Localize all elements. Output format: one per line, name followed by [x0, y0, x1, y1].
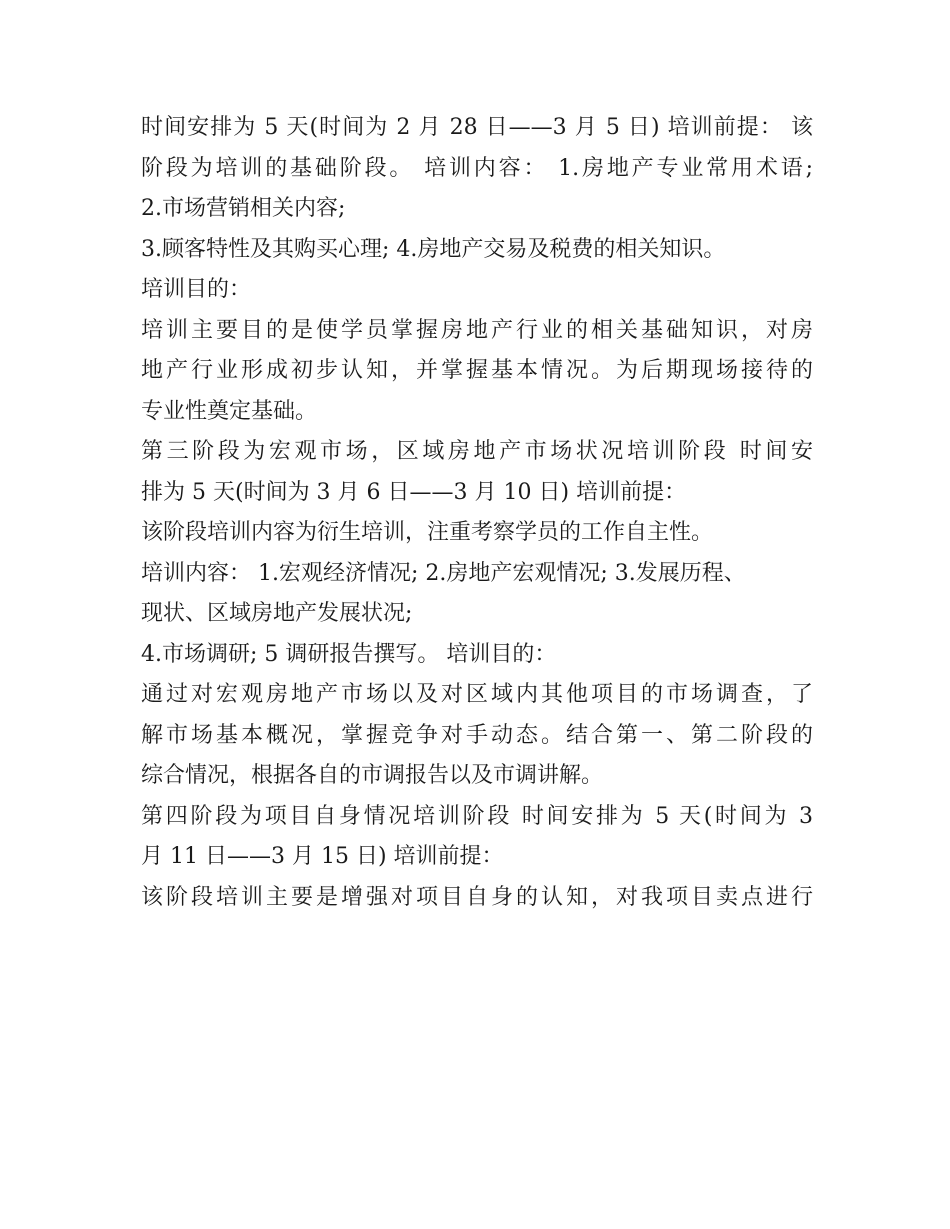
- text-line: 培训内容： 1.宏观经济情况; 2.房地产宏观情况; 3.发展历程、: [141, 560, 746, 586]
- document-body: [141, 108, 813, 918]
- text-line: 2.市场营销相关内容;: [141, 196, 346, 221]
- text-line: 综合情况，根据各自的市调报告以及市调讲解。: [141, 763, 604, 788]
- text-line: 该阶段培训主要是增强对项目自身的认知，对我项目卖点进行: [141, 884, 813, 910]
- text-line: 该阶段培训内容为衍生培训，注重考察学员的工作自主性。: [141, 520, 714, 545]
- text-line: 通过对宏观房地产市场以及对区域内其他项目的市场调查，了: [141, 682, 813, 707]
- text-line: 培训目的：: [141, 277, 252, 302]
- text-line: 地产行业形成初步认知，并掌握基本情况。为后期现场接待的: [141, 358, 813, 383]
- text-line: 第四阶段为项目自身情况培训阶段 时间安排为 5 天(时间为 3: [141, 803, 813, 829]
- text-line: 时间安排为 5 天(时间为 2 月 28 日——3 月 5 日) 培训前提： 该: [141, 115, 813, 140]
- text-line: 3.顾客特性及其购买心理; 4.房地产交易及税费的相关知识。: [141, 236, 726, 262]
- text-line: 专业性奠定基础。: [141, 398, 318, 424]
- text-line: 培训主要目的是使学员掌握房地产行业的相关基础知识，对房: [141, 317, 813, 343]
- text-line: 月 11 日——3 月 15 日) 培训前提：: [141, 844, 504, 869]
- text-line: 解市场基本概况，掌握竞争对手动态。结合第一、第二阶段的: [141, 722, 813, 748]
- text-line: 排为 5 天(时间为 3 月 6 日——3 月 10 日) 培训前提：: [141, 479, 687, 505]
- text-line: 第三阶段为宏观市场，区域房地产市场状况培训阶段 时间安: [141, 439, 813, 464]
- text-line: 现状、区域房地产发展状况;: [141, 601, 413, 626]
- text-line: 阶段为培训的基础阶段。 培训内容： 1.房地产专业常用术语;: [141, 155, 813, 181]
- text-line: 4.市场调研; 5 调研报告撰写。 培训目的：: [141, 641, 557, 667]
